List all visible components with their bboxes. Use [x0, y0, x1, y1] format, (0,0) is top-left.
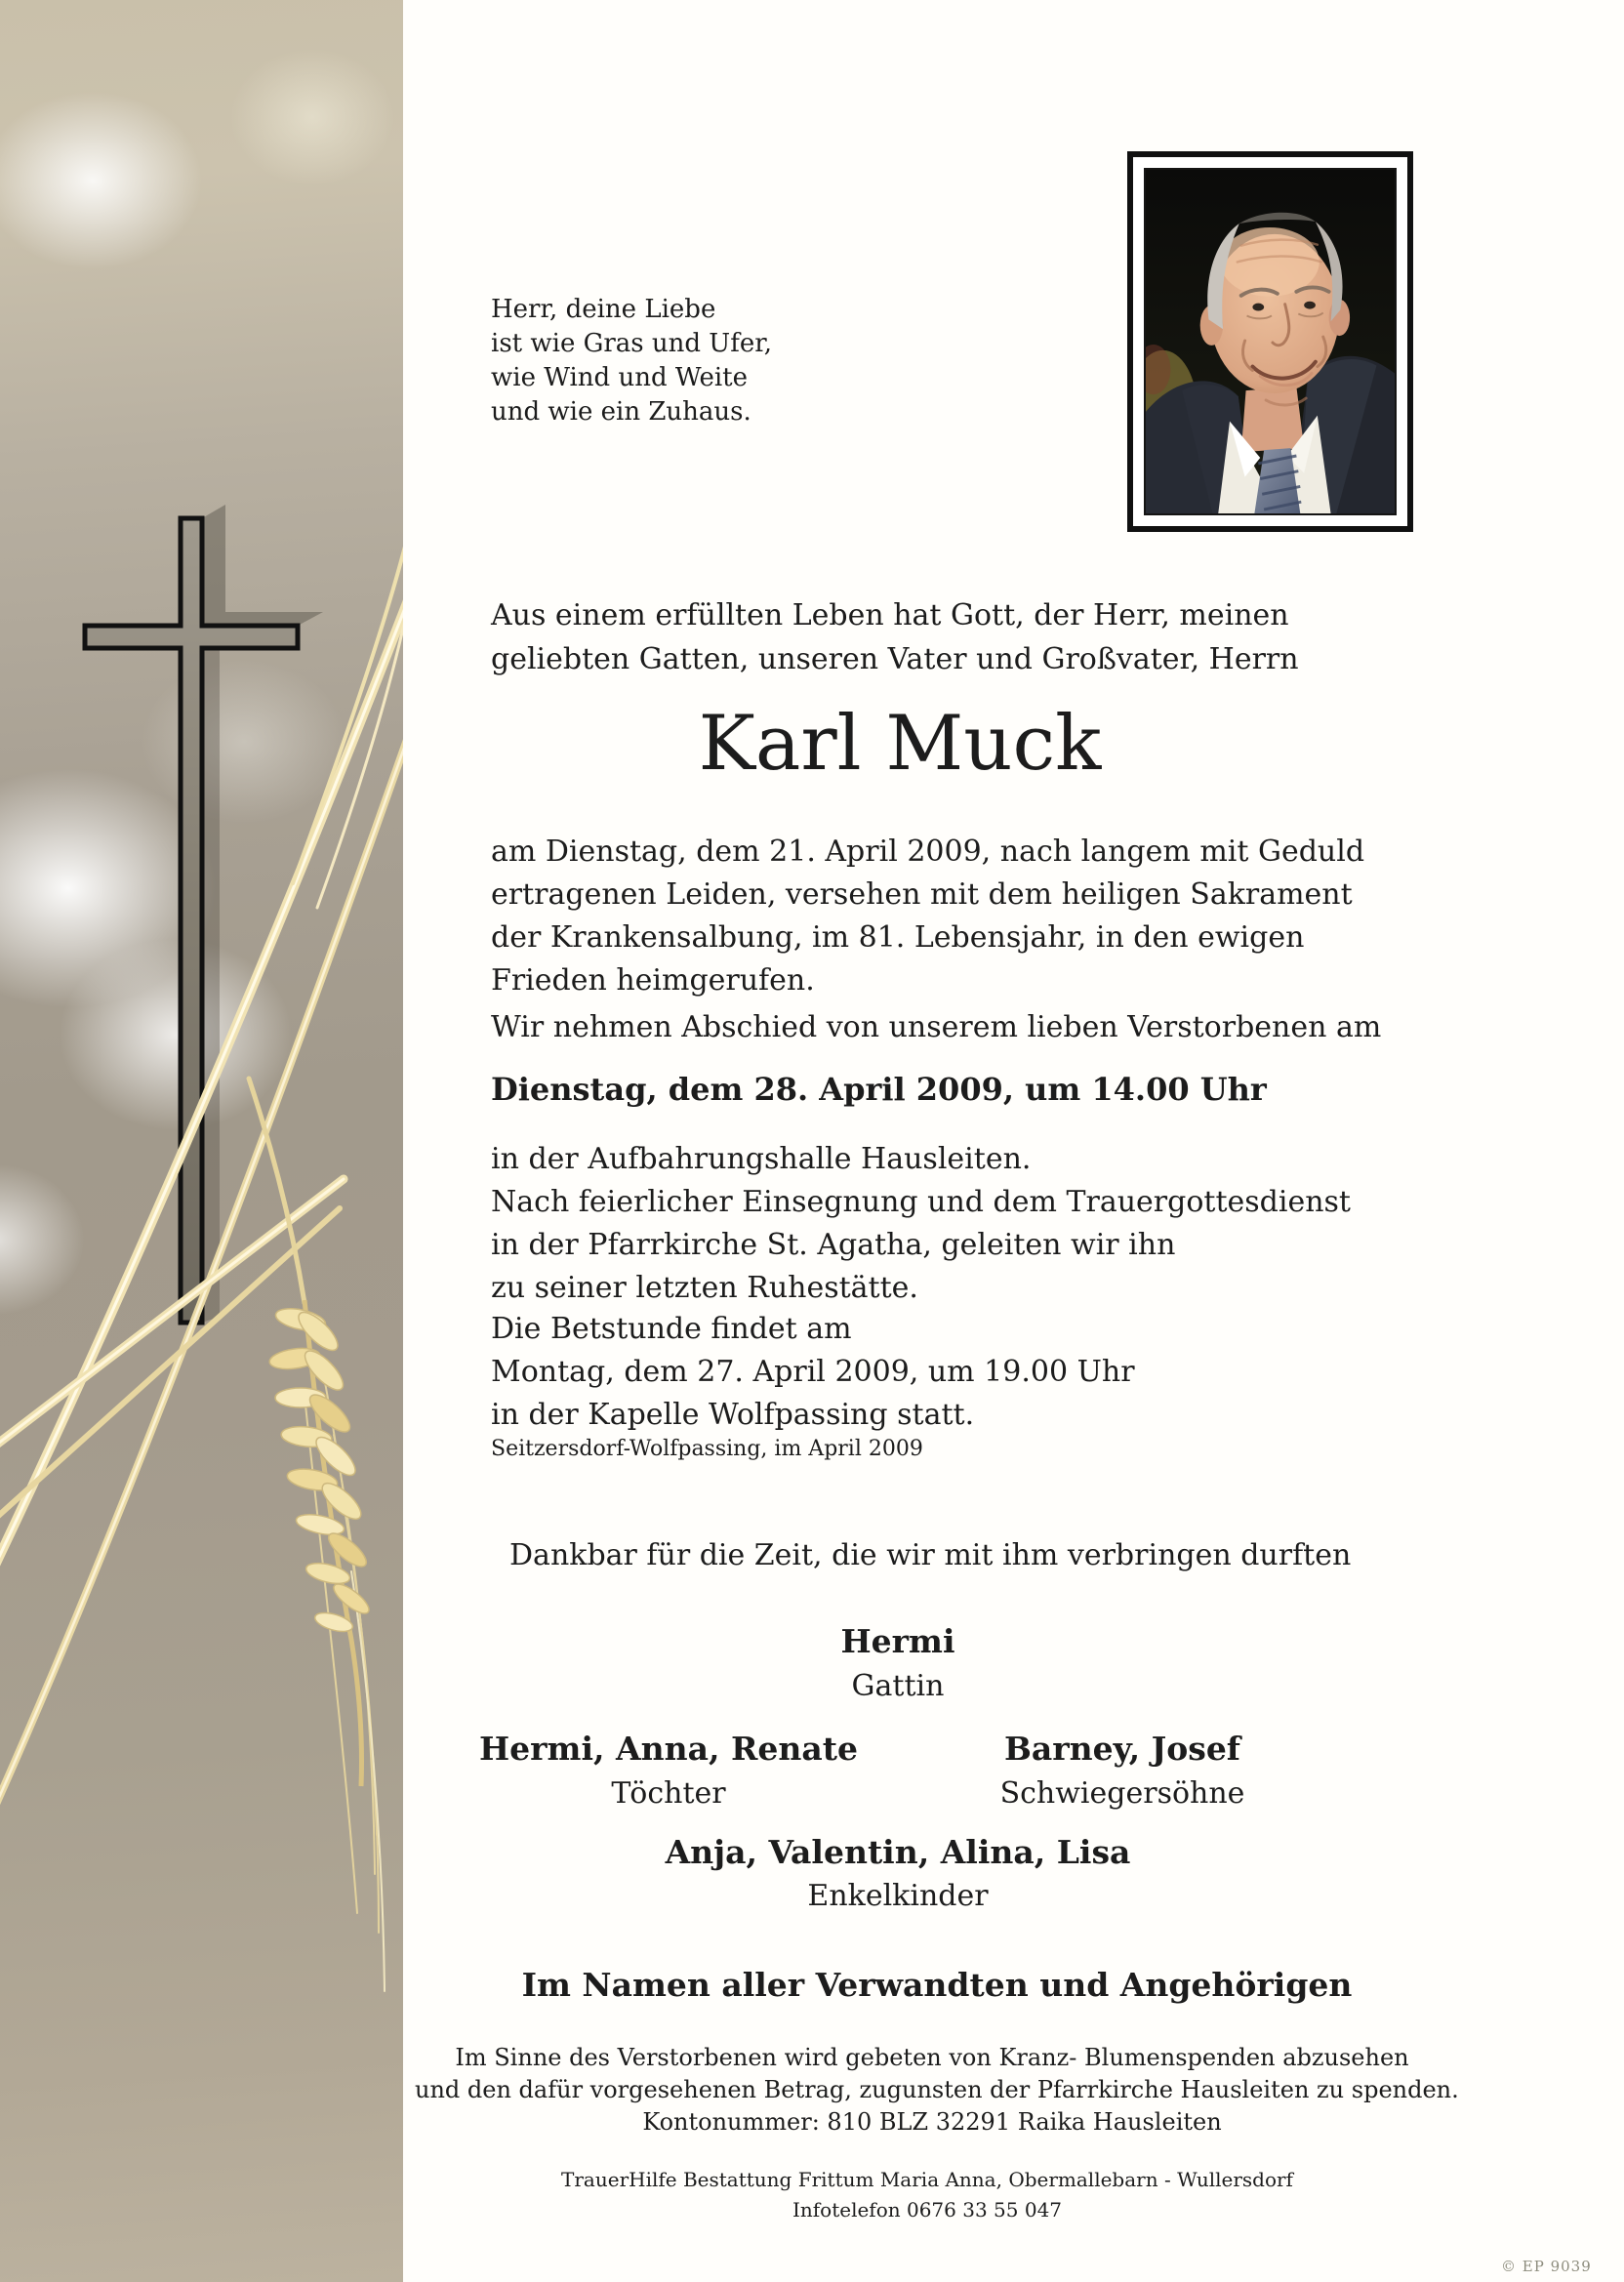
- cross-and-wheat-graphic: [0, 0, 403, 2282]
- portrait-photo: [1144, 168, 1397, 515]
- wheat-ear: [268, 1300, 385, 1991]
- intro-line: Aus einem erfüllten Leben hat Gott, der Herr, meinen: [491, 598, 1289, 632]
- betstunde-line: Montag, dem 27. April 2009, um 19.00 Uhr: [491, 1355, 1135, 1389]
- farewell-line: Wir nehmen Abschied von unserem lieben Verstorbenen am: [491, 1010, 1382, 1044]
- funeral-details: [491, 1138, 1351, 1310]
- donation-line: Kontonummer: 810 BLZ 32291 Raika Hausleiten: [642, 2108, 1222, 2136]
- intro-paragraph: [491, 593, 1299, 681]
- place-date-line: Seitzersdorf-Wolfpassing, im April 2009: [491, 1437, 923, 1461]
- portrait-illustration: [1146, 170, 1395, 513]
- daughters-relation: Töchter: [611, 1776, 726, 1811]
- betstunde-line: Die Betstunde findet am: [491, 1312, 852, 1346]
- grandchildren-names: Anja, Valentin, Alina, Lisa: [665, 1833, 1131, 1871]
- sons-in-law-relation: Schwiegersöhne: [999, 1776, 1245, 1811]
- betstunde-paragraph: [491, 1308, 1135, 1437]
- cross-icon: [85, 518, 298, 1323]
- death-line: ertragenen Leiden, versehen mit dem heiligen Sakrament: [491, 877, 1353, 912]
- cross-shadow-side: [202, 642, 220, 1323]
- thanks-line: Dankbar für die Zeit, die wir mit ihm verbringen durften: [509, 1538, 1352, 1572]
- widow-names: Hermi: [840, 1622, 955, 1660]
- footer-line: TrauerHilfe Bestattung Frittum Maria Anna, Obermallebarn - Wullersdorf: [561, 2168, 1293, 2191]
- death-line: der Krankensalbung, im 81. Lebensjahr, in den ewigen: [491, 920, 1305, 955]
- poem-line: und wie ein Zuhaus.: [491, 397, 751, 427]
- funeral-line: in der Aufbahrungshalle Hausleiten.: [491, 1142, 1032, 1176]
- poem-line: ist wie Gras und Ufer,: [491, 329, 773, 358]
- poem: [491, 293, 772, 429]
- donation-note: [415, 2042, 1459, 2139]
- cross-shadow: [202, 505, 323, 626]
- donation-line: und den dafür vorgesehenen Betrag, zugunsten der Pfarrkirche Hausleiten zu spenden.: [415, 2076, 1459, 2103]
- poem-line: wie Wind und Weite: [491, 363, 748, 392]
- death-line: am Dienstag, dem 21. April 2009, nach langem mit Geduld: [491, 835, 1365, 869]
- sons-in-law-names: Barney, Josef: [1003, 1730, 1241, 1768]
- death-paragraph: [491, 831, 1364, 1002]
- funeral-datetime: Dienstag, dem 28. April 2009, um 14.00 Uhr: [491, 1071, 1267, 1108]
- decorative-strip: [0, 0, 403, 2282]
- print-copyright: © EP 9039: [1501, 2258, 1592, 2275]
- grandchildren-relation: Enkelkinder: [807, 1879, 989, 1913]
- deceased-name: Karl Muck: [698, 700, 1102, 788]
- closing-line: Im Namen aller Verwandten und Angehörigen: [521, 1966, 1353, 2004]
- photo-frame: [1127, 151, 1413, 532]
- footer-line: Infotelefon 0676 33 55 047: [792, 2198, 1063, 2221]
- funeral-line: in der Pfarrkirche St. Agatha, geleiten wir ihn: [491, 1228, 1176, 1262]
- poem-line: Herr, deine Liebe: [491, 295, 716, 324]
- daughters-names: Hermi, Anna, Renate: [479, 1730, 858, 1768]
- donation-line: Im Sinne des Verstorbenen wird gebeten von Kranz- Blumenspenden abzusehen: [455, 2044, 1409, 2071]
- death-line: Frieden heimgerufen.: [491, 963, 815, 998]
- intro-line: geliebten Gatten, unseren Vater und Großvater, Herrn: [491, 642, 1299, 676]
- betstunde-line: in der Kapelle Wolfpassing statt.: [491, 1398, 975, 1432]
- funeral-line: Nach feierlicher Einsegnung und dem Trauergottesdienst: [491, 1185, 1351, 1219]
- undertaker-footer: [410, 2165, 1444, 2225]
- widow-relation: Gattin: [851, 1669, 945, 1703]
- funeral-line: zu seiner letzten Ruhestätte.: [491, 1271, 918, 1305]
